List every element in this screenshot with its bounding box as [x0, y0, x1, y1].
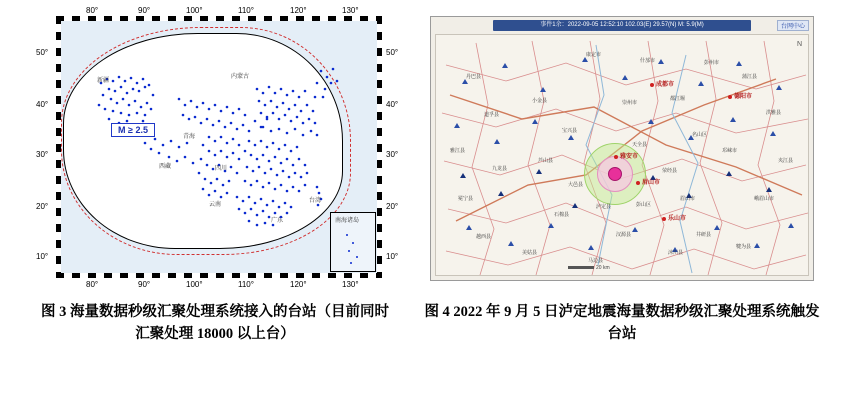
station-triangle[interactable] [726, 171, 732, 176]
city-dot[interactable] [650, 83, 654, 87]
station-triangle[interactable] [622, 75, 628, 80]
station-triangle[interactable] [658, 59, 664, 64]
place-label-yunnan: 云南 [209, 202, 222, 208]
axis-right-tick-30: 30° [386, 150, 399, 159]
station-triangle[interactable] [730, 117, 736, 122]
map-canvas[interactable] [435, 34, 809, 276]
place-label: 九龙县 [492, 166, 508, 172]
axis-top-tick-100: 100° [186, 6, 203, 15]
station-triangle[interactable] [498, 191, 504, 196]
neatline-bottom [56, 273, 382, 278]
axis-top-tick-120: 120° [290, 6, 307, 15]
place-label: 邛崃市 [722, 148, 738, 154]
station-triangle[interactable] [770, 131, 776, 136]
place-label: 宝兴县 [562, 128, 578, 134]
place-label: 冕宁县 [458, 196, 474, 202]
station-triangle[interactable] [714, 225, 720, 230]
place-label-qinghai: 青海 [183, 134, 196, 140]
station-triangle[interactable] [754, 243, 760, 248]
map-frame [56, 16, 382, 278]
scale-bar-line [568, 266, 594, 269]
place-label: 荥经县 [662, 168, 678, 174]
station-triangle[interactable] [698, 81, 704, 86]
place-label: 峨眉山市 [754, 196, 775, 202]
place-label: 名山区 [692, 132, 708, 138]
station-triangle[interactable] [776, 85, 782, 90]
place-label: 越西县 [476, 234, 492, 240]
south-china-sea-inset [330, 212, 376, 272]
place-label: 沐川县 [668, 250, 684, 256]
place-label: 洪雅县 [766, 110, 782, 116]
app-window [430, 16, 814, 281]
station-triangle[interactable] [588, 245, 594, 250]
station-triangle[interactable] [788, 223, 794, 228]
axis-right-tick-10: 10° [386, 252, 399, 261]
axis-top-tick-90: 90° [138, 6, 151, 15]
neatline-left [56, 16, 61, 278]
station-triangle[interactable] [736, 61, 742, 66]
place-label: 井研县 [696, 232, 712, 238]
axis-left-tick-20: 20° [36, 202, 49, 211]
place-label: 汉源县 [616, 232, 632, 238]
place-label-xizang: 西藏 [159, 164, 172, 170]
place-label: 小金县 [532, 98, 548, 104]
city-dot[interactable] [728, 95, 732, 99]
place-label: 彭州市 [704, 60, 720, 66]
axis-right-tick-50: 50° [386, 48, 399, 57]
china-station-map [34, 8, 404, 291]
scale-bar [568, 265, 610, 271]
station-triangle[interactable] [494, 139, 500, 144]
city-label: 德阳市 [734, 94, 753, 100]
place-label: 大邑县 [568, 182, 584, 188]
magnitude-legend: M ≥ 2.5 [111, 123, 155, 137]
figure-3-caption: 图 3 海量数据秒级汇聚处理系统接入的台站（目前同时汇聚处理 18000 以上台） [41, 304, 389, 343]
axis-bottom-tick-120: 120° [290, 280, 307, 289]
axis-left-tick-50: 50° [36, 48, 49, 57]
place-label: 泸定县 [596, 204, 612, 210]
network-center-tag: 台网中心 [777, 20, 809, 31]
place-label-xinjiang: 新疆 [97, 78, 110, 84]
place-label: 石棉县 [554, 212, 570, 218]
place-label: 康定市 [586, 52, 602, 58]
station-triangle[interactable] [466, 225, 472, 230]
place-label: 崇州市 [622, 100, 638, 106]
city-dot[interactable] [636, 181, 640, 185]
axis-left-tick-40: 40° [36, 100, 49, 109]
axis-right-tick-40: 40° [386, 100, 399, 109]
city-dot[interactable] [614, 155, 618, 159]
station-triangle[interactable] [568, 135, 574, 140]
compass-icon: N [796, 41, 802, 48]
station-triangle[interactable] [454, 123, 460, 128]
axis-bottom-tick-130: 130° [342, 280, 359, 289]
place-label: 什邡市 [640, 58, 656, 64]
station-triangle[interactable] [572, 203, 578, 208]
place-label: 眉山市 [680, 196, 696, 202]
place-label: 丹巴县 [466, 74, 482, 80]
axis-top-tick-130: 130° [342, 6, 359, 15]
figure-3-block [20, 0, 410, 346]
station-triangle[interactable] [540, 87, 546, 92]
place-label: 夹江县 [778, 158, 794, 164]
earthquake-monitor-screenshot [420, 8, 824, 291]
epicenter-marker[interactable] [608, 167, 622, 181]
place-label-sichuan: 四川 [215, 166, 228, 172]
place-label: 马边县 [588, 258, 604, 264]
figure-4-block [420, 0, 840, 346]
place-label: 美姑县 [522, 250, 538, 256]
station-triangle[interactable] [632, 227, 638, 232]
place-label: 犍为县 [736, 244, 752, 250]
station-triangle[interactable] [648, 119, 654, 124]
axis-top-tick-80: 80° [86, 6, 99, 15]
event-info-titlebar: 事件1余：2022-09-05 12:52:10 102.03(E) 29.57(N) M: 5.9(M) [493, 20, 751, 31]
place-label: 道孚县 [484, 112, 500, 118]
neatline-right [377, 16, 382, 278]
axis-bottom-tick-110: 110° [238, 280, 254, 289]
city-label: 乐山市 [668, 216, 687, 222]
place-label: 彭山区 [636, 202, 652, 208]
place-label-taiwan: 台湾 [309, 198, 322, 204]
city-dot[interactable] [662, 217, 666, 221]
station-triangle[interactable] [502, 63, 508, 68]
scale-bar-label: 20 km [596, 265, 610, 271]
axis-bottom-tick-100: 100° [186, 280, 203, 289]
axis-top-tick-110: 110° [238, 6, 254, 15]
axis-bottom-tick-90: 90° [138, 280, 151, 289]
station-triangle[interactable] [766, 187, 772, 192]
axis-bottom-tick-80: 80° [86, 280, 99, 289]
station-triangle[interactable] [532, 119, 538, 124]
city-label: 成都市 [656, 82, 675, 88]
station-triangle[interactable] [548, 223, 554, 228]
station-triangle[interactable] [460, 173, 466, 178]
place-label: 芦山县 [538, 158, 554, 164]
axis-right-tick-20: 20° [386, 202, 399, 211]
place-label-neimenggu: 内蒙古 [231, 74, 250, 80]
place-label: 天全县 [632, 142, 648, 148]
city-label: 眉山市 [642, 180, 661, 186]
axis-left-tick-30: 30° [36, 150, 49, 159]
figure-4-caption: 图 4 2022 年 9 月 5 日泸定地震海量数据秒级汇聚处理系统触发台站 [424, 304, 820, 343]
station-triangle[interactable] [536, 169, 542, 174]
place-label-guangdong: 广东 [271, 218, 284, 224]
place-label: 都江堰 [670, 96, 686, 102]
axis-left-tick-10: 10° [36, 252, 49, 261]
station-triangle[interactable] [508, 241, 514, 246]
neatline-top [56, 16, 382, 21]
inset-label-nanhai: 南海诸岛 [335, 218, 360, 224]
place-label: 蒲江县 [742, 74, 758, 80]
city-label: 雅安市 [620, 154, 639, 160]
place-label: 雅江县 [450, 148, 466, 154]
